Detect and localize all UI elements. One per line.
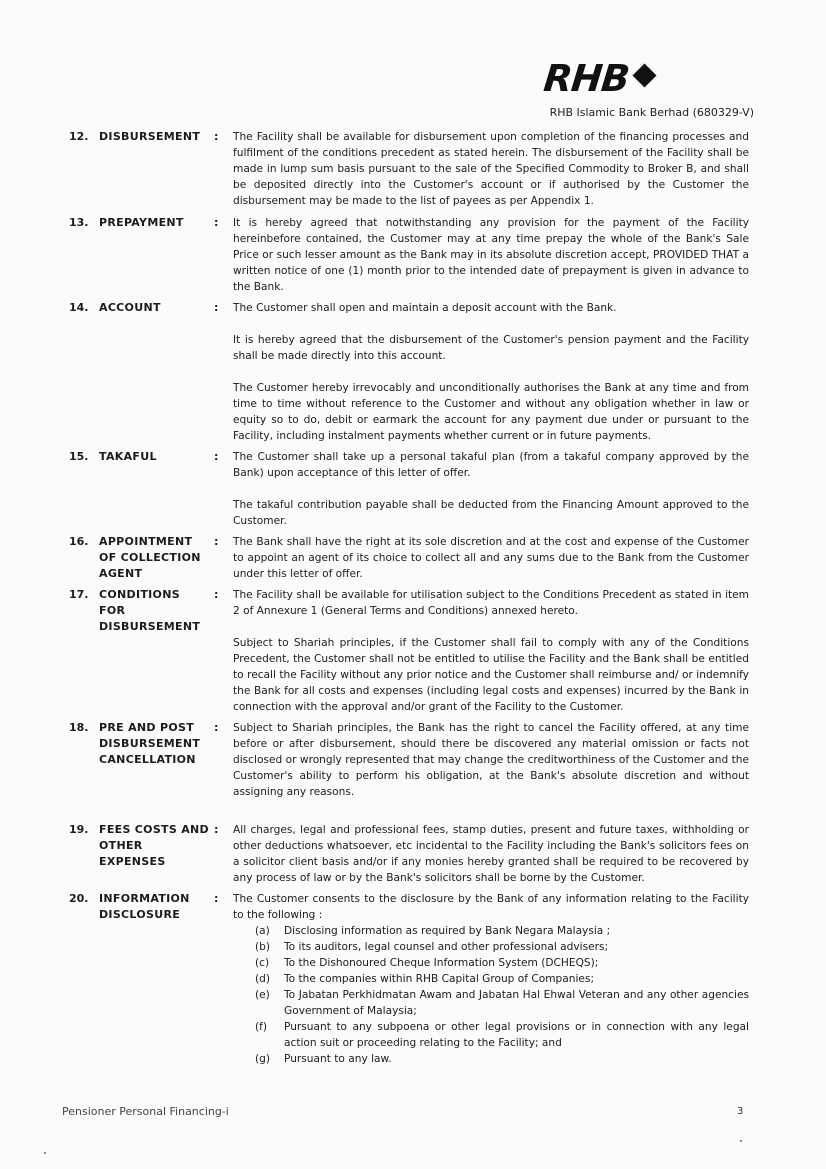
clause-heading: APPOINTMENT OF COLLECTION AGENT <box>99 535 201 580</box>
list-item-label: (a) <box>255 925 270 937</box>
clause-number: 18. <box>69 721 89 734</box>
clause-body <box>233 534 749 582</box>
disclosure-list <box>233 923 749 1067</box>
clause-body <box>233 129 749 209</box>
list-item <box>233 923 749 939</box>
clause-body <box>233 720 749 800</box>
clause-colon: : <box>214 450 219 463</box>
clause-paragraph: The Customer hereby irrevocably and unconditionally authorises the Bank at any time and from time to time without reference to the Customer and without any obligation whether in law or equity so to do, debit or earmark the account for any payment due under or pursuant to the Facility, including instalment payments whether current or in future payments. <box>233 382 749 442</box>
clause-heading: INFORMATION DISCLOSURE <box>99 892 190 921</box>
clause-body <box>233 449 749 529</box>
list-item-label: (d) <box>255 973 270 985</box>
clause-colon: : <box>214 130 219 143</box>
clause-paragraph: It is hereby agreed that the disbursement of the Customer's pension payment and the Facility shall be made directly into this account. <box>233 334 749 362</box>
clause-heading: CONDITIONS FOR DISBURSEMENT <box>99 588 201 633</box>
clause-heading: PREPAYMENT <box>99 216 184 229</box>
list-item <box>233 987 749 1019</box>
clause-paragraph: The Bank shall have the right at its sole discretion and at the cost and expense of the Customer to appoint an agent of its choice to collect all and any sums due to the Bank from the Customer under this letter of offer. <box>233 536 749 580</box>
clause-number: 12. <box>69 130 89 143</box>
clause-heading: TAKAFUL <box>99 450 157 463</box>
clause-paragraph: The Customer shall open and maintain a deposit account with the Bank. <box>233 302 617 314</box>
list-item-text: Pursuant to any law. <box>284 1053 392 1065</box>
list-item-label: (f) <box>255 1021 267 1033</box>
list-item-label: (c) <box>255 957 270 969</box>
clause-heading: FEES COSTS AND OTHER EXPENSES <box>99 823 209 868</box>
clause-colon: : <box>214 216 219 229</box>
list-item <box>233 955 749 971</box>
list-item <box>233 971 749 987</box>
logo-wordmark: RHB <box>541 57 631 100</box>
clause-heading: PRE AND POST DISBURSEMENT CANCELLATION <box>99 721 201 766</box>
rhb-logo <box>541 57 653 100</box>
list-item-text: To the companies within RHB Capital Group of Companies; <box>284 973 595 985</box>
clause-number: 15. <box>69 450 89 463</box>
bank-name: RHB Islamic Bank Berhad (680329-V) <box>549 106 754 119</box>
footer-document-name: Pensioner Personal Financing-i <box>62 1105 229 1118</box>
scan-speck <box>740 1140 742 1142</box>
clause-number: 16. <box>69 535 89 548</box>
clause-paragraph: The takaful contribution payable shall be deducted from the Financing Amount approved to the Customer. <box>233 499 749 527</box>
clause-colon: : <box>214 535 219 548</box>
footer-page-number: 3 <box>737 1106 744 1117</box>
clause-number: 20. <box>69 892 89 905</box>
clause-paragraph: The Customer shall take up a personal takaful plan (from a takaful company approved by the Bank) upon acceptance of this letter of offer. <box>233 451 749 479</box>
clause-paragraph: The Facility shall be available for utilisation subject to the Conditions Precedent as stated in item 2 of Annexure 1 (General Terms and Conditions) annexed hereto. <box>233 589 749 617</box>
clause-colon: : <box>214 301 219 314</box>
list-item <box>233 1051 749 1067</box>
diamond-icon <box>632 63 656 87</box>
clause-colon: : <box>214 588 219 601</box>
scan-speck <box>44 1152 46 1154</box>
list-item-text: To the Dishonoured Cheque Information System (DCHEQS); <box>284 957 599 969</box>
clause-paragraph: It is hereby agreed that notwithstanding any provision for the payment of the Facility hereinbefore contained, the Customer may at any time prepay the whole of the Bank's Sale Price or such lesser amount as the Bank may in its absolute discretion accept, PROVIDED THAT a written notice of one (1) month prior to the intended date of prepayment is given in advance to the Bank. <box>233 217 749 293</box>
clause-number: 14. <box>69 301 89 314</box>
clause-colon: : <box>214 721 219 734</box>
clause-colon: : <box>214 892 219 905</box>
clause-body <box>233 822 749 886</box>
list-item-label: (b) <box>255 941 270 953</box>
clause-paragraph: Subject to Shariah principles, the Bank has the right to cancel the Facility offered, at any time before or after disbursement, should there be discovered any material omission or facts not disclosed or wrongly represented that may change the creditworthiness of the Customer and the Customer's ability to perform his obligation, at the Bank's absolute discretion and without assigning any reasons. <box>233 722 749 798</box>
clause-paragraph: The Customer consents to the disclosure by the Bank of any information relating to the Facility to the following : <box>233 893 749 921</box>
clause-heading: ACCOUNT <box>99 301 161 314</box>
clause-body <box>233 891 749 1067</box>
list-item <box>233 939 749 955</box>
clause-body <box>233 587 749 715</box>
clause-number: 17. <box>69 588 89 601</box>
list-item-text: Pursuant to any subpoena or other legal provisions or in connection with any legal action suit or proceeding relating to the Facility; and <box>284 1021 749 1049</box>
list-item-text: Disclosing information as required by Bank Negara Malaysia ; <box>284 925 611 937</box>
clause-number: 13. <box>69 216 89 229</box>
list-item-text: To Jabatan Perkhidmatan Awam and Jabatan Hal Ehwal Veteran and any other agencies Government of Malaysia; <box>284 989 749 1017</box>
clause-paragraph: Subject to Shariah principles, if the Customer shall fail to comply with any of the Conditions Precedent, the Customer shall not be entitled to utilise the Facility and the Bank shall be entitled to recall the Facility without any prior notice and the Customer shall reimburse and/ or indemnify the Bank for all costs and expenses (including legal costs and expenses) incurred by the Bank in connection with the approval and/or grant of the Facility to the Customer. <box>233 637 749 713</box>
clause-number: 19. <box>69 823 89 836</box>
list-item <box>233 1019 749 1051</box>
clause-paragraph: All charges, legal and professional fees, stamp duties, present and future taxes, withholding or other deductions whatsoever, etc incidental to the Facility including the Bank's solicitors fees on a solicitor client basis and/or if any monies hereby granted shall be required to be recovered by any process of law or by the Bank's solicitors shall be borne by the Customer. <box>233 824 749 884</box>
clause-paragraph: The Facility shall be available for disbursement upon completion of the financing processes and fulfilment of the conditions precedent as stated herein. The disbursement of the Facility shall be made in lump sum basis pursuant to the sale of the Specified Commodity to Broker B, and shall be deposited directly into the Customer's account or if authorised by the Customer the disbursement may be made to the list of payees as per Appendix 1. <box>233 131 749 207</box>
clause-colon: : <box>214 823 219 836</box>
clause-body <box>233 300 749 444</box>
list-item-label: (e) <box>255 989 270 1001</box>
list-item-text: To its auditors, legal counsel and other professional advisers; <box>284 941 609 953</box>
list-item-label: (g) <box>255 1053 270 1065</box>
clause-heading: DISBURSEMENT <box>99 130 201 143</box>
clause-body <box>233 215 749 295</box>
